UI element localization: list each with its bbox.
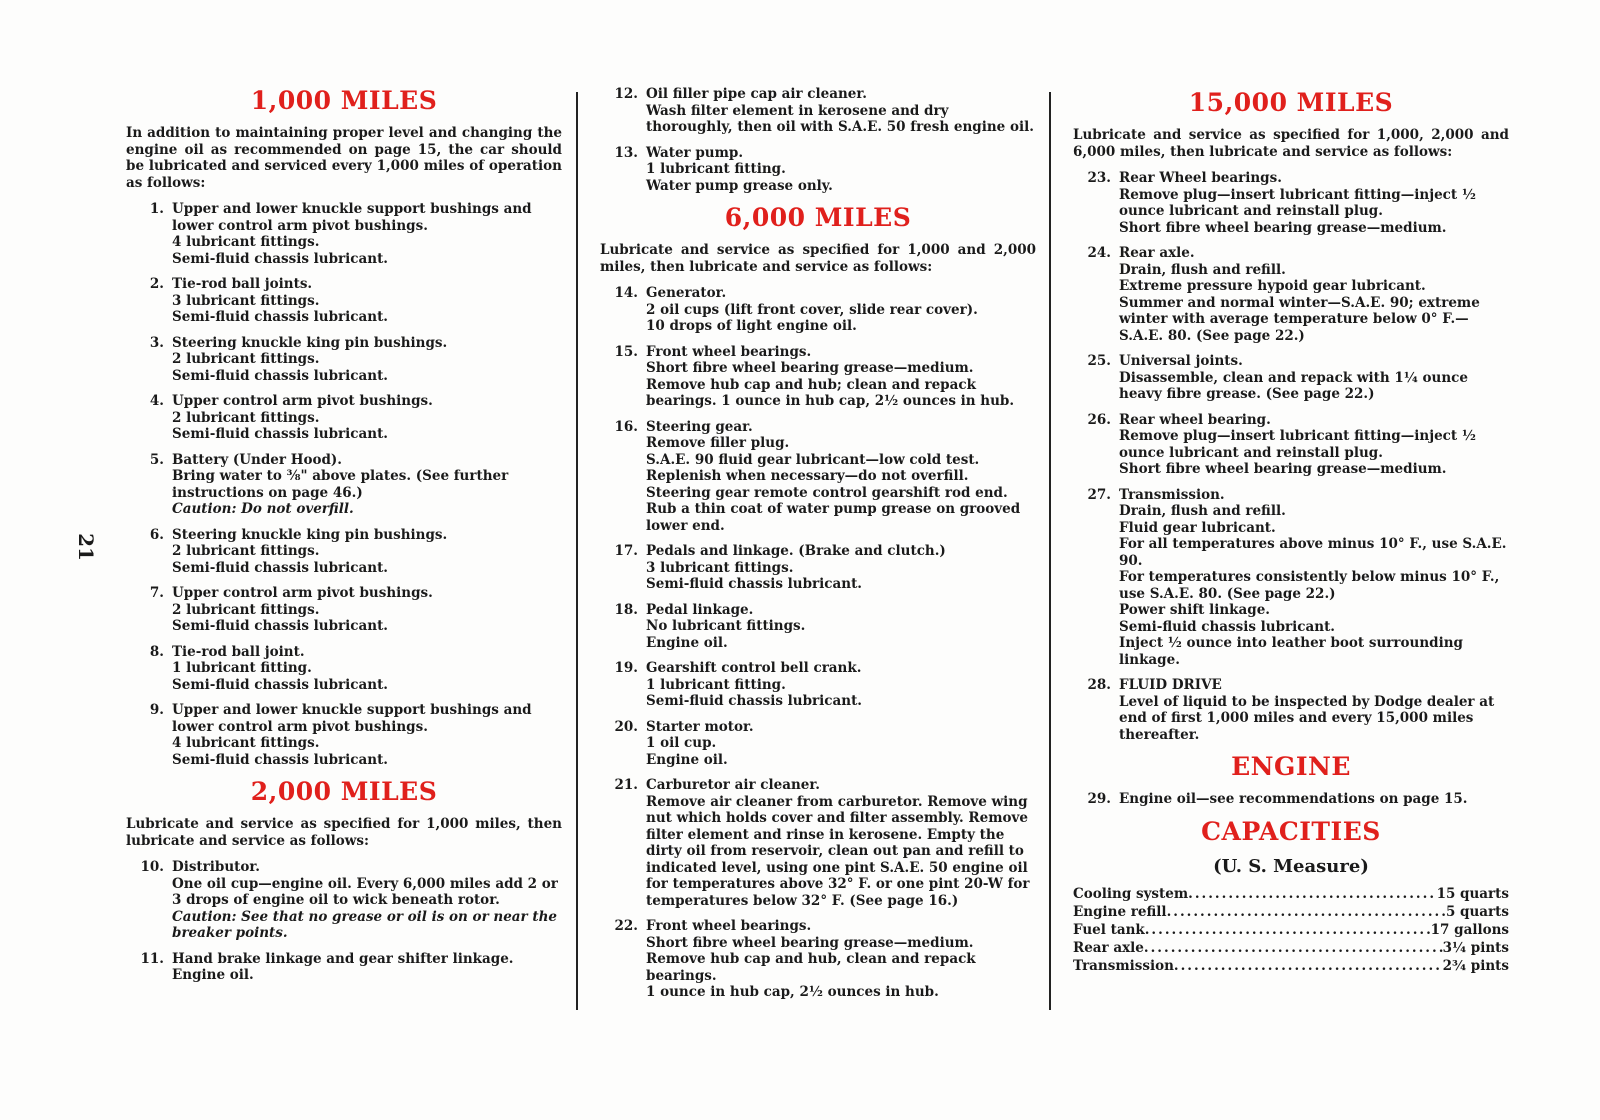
item-body xyxy=(172,951,562,984)
section-heading: 1,000 MILES xyxy=(250,86,438,115)
section-heading: 2,000 MILES xyxy=(250,777,438,806)
intro-paragraph: Lubricate and service as specified for 1,000 and 2,000 miles, then lubricate and service as follows: xyxy=(600,242,1036,275)
item-line: Remove plug—insert lubricant fitting—inject ½ ounce lubricant and reinstall plug. xyxy=(1119,428,1476,461)
item-number: 9. xyxy=(149,702,164,718)
item-line: 2 lubricant fittings. xyxy=(172,409,320,426)
capacity-row xyxy=(1073,921,1509,939)
list-item xyxy=(600,86,1036,136)
item-line: 4 lubricant fittings. xyxy=(172,234,320,250)
item-line: Engine oil. xyxy=(172,967,254,983)
item-line: Carburetor air cleaner. xyxy=(646,777,820,793)
item-number: 22. xyxy=(614,918,638,934)
item-line: Disassemble, clean and repack with 1¼ ounce heavy fibre grease. (See page 22.) xyxy=(1119,369,1468,402)
item-number: 19. xyxy=(614,660,638,676)
item-line: Pedal linkage. xyxy=(646,601,754,618)
item-caution: Caution: Do not overfill. xyxy=(172,501,354,517)
capacity-label: Engine refill xyxy=(1073,903,1167,920)
item-body xyxy=(646,719,1036,769)
item-number: 11. xyxy=(140,950,164,967)
item-line: Front wheel bearings. xyxy=(646,918,812,934)
item-number: 25. xyxy=(1087,353,1111,369)
item-body xyxy=(172,859,562,942)
item-line: 2 oil cups (lift front cover, slide rear cover). xyxy=(646,301,978,318)
item-number: 14. xyxy=(614,285,638,301)
item-body xyxy=(646,543,1036,593)
item-line: Upper control arm pivot bushings. xyxy=(172,393,433,409)
item-number: 20. xyxy=(614,718,638,735)
item-line: Extreme pressure hypoid gear lubricant. xyxy=(1119,278,1426,294)
item-line: Steering knuckle king pin bushings. xyxy=(172,334,448,351)
item-body xyxy=(646,285,1036,335)
capacities-table xyxy=(1073,885,1509,975)
item-body xyxy=(172,276,562,326)
item-line: Gearshift control bell crank. xyxy=(646,660,862,676)
capacity-row xyxy=(1073,957,1509,975)
item-body xyxy=(646,145,1036,195)
item-line: 1 oil cup. xyxy=(646,735,717,751)
list-item xyxy=(600,918,1036,1001)
item-line: FLUID DRIVE xyxy=(1119,677,1222,693)
capacity-label: Cooling system xyxy=(1073,885,1189,902)
item-line: 10 drops of light engine oil. xyxy=(646,318,857,334)
item-body xyxy=(172,702,562,768)
item-body xyxy=(646,918,1036,1001)
item-line: Steering gear. xyxy=(646,418,753,435)
item-line: Remove air cleaner from carburetor. Remove wing nut which holds cover and filter assembly. Remove filter element and rinse in kerosene. Empty the dirty oil from reservoir, clean out pan and refill to indicated level, using one pint S.A.E. 50 engine oil for temperatures above 32° F. or one pint 20-W for temperatures below 32° F. (See page 16.) xyxy=(646,793,1030,909)
item-body xyxy=(646,660,1036,710)
item-line: Short fibre wheel bearing grease—medium. xyxy=(1119,219,1447,236)
list-item xyxy=(600,719,1036,769)
item-line: Short fibre wheel bearing grease—medium. xyxy=(646,360,974,376)
capacity-value: 5 quarts xyxy=(1445,903,1509,920)
item-number: 12. xyxy=(614,86,638,102)
item-body xyxy=(1119,353,1509,403)
item-body xyxy=(646,777,1036,909)
item-number: 29. xyxy=(1087,791,1111,807)
item-line: Front wheel bearings. xyxy=(646,343,812,360)
column-3 xyxy=(1073,86,1509,975)
page-number: 21 xyxy=(73,533,98,561)
item-line: Level of liquid to be inspected by Dodge dealer at end of first 1,000 miles and every 15,000 miles thereafter. xyxy=(1119,693,1495,743)
item-line: Semi-fluid chassis lubricant. xyxy=(172,559,389,576)
capacity-value: 15 quarts xyxy=(1436,885,1509,902)
item-line: Bring water to ⅜" above plates. (See further instructions on page 46.) xyxy=(172,468,509,501)
item-body xyxy=(172,201,562,267)
list-item xyxy=(600,543,1036,593)
item-line: Semi-fluid chassis lubricant. xyxy=(646,576,863,592)
item-number: 21. xyxy=(614,777,638,793)
item-line: Upper and lower knuckle support bushings and lower control arm pivot bushings. xyxy=(172,201,532,234)
list-item xyxy=(600,602,1036,652)
item-body xyxy=(1119,487,1509,669)
item-line: Transmission. xyxy=(1119,486,1225,503)
item-number: 7. xyxy=(149,585,164,601)
capacity-label: Transmission xyxy=(1073,957,1174,974)
item-line: Short fibre wheel bearing grease—medium. xyxy=(646,934,974,951)
item-number: 6. xyxy=(149,526,164,543)
section-heading: 15,000 MILES xyxy=(1188,88,1394,117)
item-line: Rear wheel bearing. xyxy=(1119,411,1271,428)
item-line: Drain, flush and refill. xyxy=(1119,261,1286,278)
item-number: 15. xyxy=(614,343,638,360)
item-line: For all temperatures above minus 10° F., use S.A.E. 90. xyxy=(1119,536,1507,569)
item-line: Semi-fluid chassis lubricant. xyxy=(646,693,863,709)
leader-dots xyxy=(1145,921,1431,939)
item-line: 2 lubricant fittings. xyxy=(172,601,320,618)
item-body xyxy=(646,344,1036,410)
list-item xyxy=(1073,677,1509,743)
item-line: Remove hub cap and hub, clean and repack bearings. xyxy=(646,951,976,984)
item-number: 16. xyxy=(614,418,638,435)
item-number: 4. xyxy=(149,393,164,409)
item-line: Pedals and linkage. (Brake and clutch.) xyxy=(646,543,946,559)
list-item xyxy=(126,644,562,694)
item-number: 13. xyxy=(614,144,638,161)
item-line: Semi-fluid chassis lubricant. xyxy=(172,618,389,634)
item-line: Tie-rod ball joints. xyxy=(172,276,313,292)
list-item xyxy=(600,285,1036,335)
item-body xyxy=(1119,245,1509,344)
item-line: Generator. xyxy=(646,285,727,301)
capacity-value: 2¾ pints xyxy=(1442,957,1509,974)
item-line: Hand brake linkage and gear shifter linkage. xyxy=(172,950,514,967)
capacity-label: Fuel tank xyxy=(1073,921,1145,938)
item-line: Power shift linkage. xyxy=(1119,602,1271,618)
leader-dots xyxy=(1144,939,1443,957)
intro-paragraph: Lubricate and service as specified for 1,000 miles, then lubricate and service as follows: xyxy=(126,816,562,849)
item-body xyxy=(172,335,562,385)
list-item xyxy=(1073,791,1509,808)
item-number: 26. xyxy=(1087,411,1111,428)
list-item xyxy=(126,585,562,635)
item-line: Steering knuckle king pin bushings. xyxy=(172,526,448,543)
item-body xyxy=(172,527,562,577)
item-line: Rub a thin coat of water pump grease on grooved lower end. xyxy=(646,501,1021,534)
item-line: Remove plug—insert lubricant fitting—inject ½ ounce lubricant and reinstall plug. xyxy=(1119,186,1476,219)
item-line: Battery (Under Hood). xyxy=(172,451,342,468)
item-body xyxy=(646,419,1036,535)
item-line: 3 lubricant fittings. xyxy=(172,292,320,309)
item-caution: Caution: See that no grease or oil is on or near the breaker points. xyxy=(172,908,557,941)
item-body xyxy=(1119,170,1509,236)
item-line: Semi-fluid chassis lubricant. xyxy=(1119,618,1336,635)
item-line: S.A.E. 90 fluid gear lubricant—low cold test. xyxy=(646,451,980,468)
item-line: Upper control arm pivot bushings. xyxy=(172,585,433,601)
list-item xyxy=(126,859,562,942)
item-line: Fluid gear lubricant. xyxy=(1119,519,1276,536)
item-line: 1 ounce in hub cap, 2½ ounces in hub. xyxy=(646,984,939,1000)
item-number: 8. xyxy=(149,643,164,660)
item-number: 23. xyxy=(1087,170,1111,186)
item-body xyxy=(172,452,562,518)
item-number: 1. xyxy=(149,201,164,217)
capacity-label: Rear axle xyxy=(1073,939,1144,956)
list-item xyxy=(126,951,562,984)
item-line: Engine oil. xyxy=(646,751,728,768)
item-number: 17. xyxy=(614,543,638,559)
item-body xyxy=(646,602,1036,652)
item-line: No lubricant fittings. xyxy=(646,618,806,634)
item-line: Replenish when necessary—do not overfill. xyxy=(646,468,969,484)
item-line: One oil cup—engine oil. Every 6,000 miles add 2 or 3 drops of engine oil to wick beneath rotor. xyxy=(172,875,558,908)
item-line: For temperatures consistently below minus 10° F., use S.A.E. 80. (See page 22.) xyxy=(1119,569,1500,602)
list-item xyxy=(600,660,1036,710)
item-body xyxy=(1119,791,1509,808)
intro-paragraph: In addition to maintaining proper level and changing the engine oil as recommended on page 15, the car should be lubricated and serviced every 1,000 miles of operation as follows: xyxy=(126,125,562,191)
item-line: Water pump grease only. xyxy=(646,177,833,194)
capacity-row xyxy=(1073,903,1509,921)
list-item xyxy=(1073,170,1509,236)
item-line: Upper and lower knuckle support bushings and lower control arm pivot bushings. xyxy=(172,702,532,735)
section-subheading: (U. S. Measure) xyxy=(1213,855,1369,877)
capacity-row xyxy=(1073,885,1509,903)
list-item xyxy=(126,527,562,577)
section-heading: 6,000 MILES xyxy=(724,203,912,232)
column-1 xyxy=(126,84,562,993)
item-line: Semi-fluid chassis lubricant. xyxy=(172,367,389,384)
capacity-value: 3¼ pints xyxy=(1442,939,1509,956)
section-heading: CAPACITIES xyxy=(1201,816,1381,846)
list-item xyxy=(126,393,562,443)
item-line: Oil filler pipe cap air cleaner. xyxy=(646,86,867,102)
column-2 xyxy=(600,86,1036,1010)
item-line: Tie-rod ball joint. xyxy=(172,643,305,660)
item-line: Engine oil. xyxy=(646,634,728,651)
item-body xyxy=(1119,412,1509,478)
list-item xyxy=(600,419,1036,535)
column-divider xyxy=(1049,92,1051,1010)
item-line: Rear Wheel bearings. xyxy=(1119,170,1282,186)
list-item xyxy=(126,335,562,385)
item-line: 4 lubricant fittings. xyxy=(172,735,320,751)
item-line: Rear axle. xyxy=(1119,245,1195,261)
leader-dots xyxy=(1188,885,1436,903)
item-line: Steering gear remote control gearshift rod end. xyxy=(646,484,1008,501)
item-line: Engine oil—see recommendations on page 15. xyxy=(1119,791,1468,807)
intro-paragraph: Lubricate and service as specified for 1,000, 2,000 and 6,000 miles, then lubricate and service as follows: xyxy=(1073,127,1509,160)
list-item xyxy=(600,777,1036,909)
leader-dots xyxy=(1174,957,1443,975)
item-number: 27. xyxy=(1087,486,1111,503)
item-body xyxy=(646,86,1036,136)
item-line: Starter motor. xyxy=(646,718,754,735)
column-divider xyxy=(576,92,578,1010)
item-line: Short fibre wheel bearing grease—medium. xyxy=(1119,461,1447,477)
item-line: Semi-fluid chassis lubricant. xyxy=(172,751,389,768)
item-line: Universal joints. xyxy=(1119,353,1243,369)
item-number: 24. xyxy=(1087,245,1111,261)
item-line: Semi-fluid chassis lubricant. xyxy=(172,426,389,442)
list-item xyxy=(1073,353,1509,403)
item-line: Distributor. xyxy=(172,859,260,875)
capacity-row xyxy=(1073,939,1509,957)
item-line: Summer and normal winter—S.A.E. 90; extreme winter with average temperature below 0° F.—S.A.E. 80. (See page 22.) xyxy=(1119,294,1480,344)
item-number: 2. xyxy=(149,276,164,292)
item-number: 3. xyxy=(149,334,164,351)
leader-dots xyxy=(1167,903,1446,921)
item-line: 1 lubricant fitting. xyxy=(646,676,786,693)
item-line: Semi-fluid chassis lubricant. xyxy=(172,676,389,693)
item-line: 1 lubricant fitting. xyxy=(646,161,786,177)
item-number: 18. xyxy=(614,601,638,618)
item-line: Wash filter element in kerosene and dry thoroughly, then oil with S.A.E. 50 fresh engine oil. xyxy=(646,102,1034,135)
list-item xyxy=(1073,487,1509,669)
item-line: Inject ½ ounce into leather boot surrounding linkage. xyxy=(1119,635,1463,668)
item-body xyxy=(172,393,562,443)
list-item xyxy=(126,702,562,768)
list-item xyxy=(1073,412,1509,478)
section-heading: ENGINE xyxy=(1231,752,1351,781)
list-item xyxy=(600,145,1036,195)
item-number: 5. xyxy=(149,451,164,468)
item-number: 10. xyxy=(140,859,164,875)
item-number: 28. xyxy=(1087,677,1111,693)
item-line: Remove filler plug. xyxy=(646,435,790,451)
list-item xyxy=(600,344,1036,410)
list-item xyxy=(126,276,562,326)
list-item xyxy=(126,452,562,518)
list-item xyxy=(1073,245,1509,344)
item-line: 2 lubricant fittings. xyxy=(172,543,320,559)
item-body xyxy=(172,644,562,694)
item-line: 2 lubricant fittings. xyxy=(172,351,320,367)
item-body xyxy=(172,585,562,635)
item-line: Drain, flush and refill. xyxy=(1119,503,1286,519)
item-line: 1 lubricant fitting. xyxy=(172,660,312,676)
item-line: 3 lubricant fittings. xyxy=(646,559,794,576)
item-line: Water pump. xyxy=(646,144,744,161)
item-line: Semi-fluid chassis lubricant. xyxy=(172,309,389,325)
item-line: Semi-fluid chassis lubricant. xyxy=(172,250,389,267)
item-line: Remove hub cap and hub; clean and repack bearings. 1 ounce in hub cap, 2½ ounces in hub. xyxy=(646,376,1015,409)
capacity-value: 17 gallons xyxy=(1430,921,1509,938)
item-body xyxy=(1119,677,1509,743)
list-item xyxy=(126,201,562,267)
